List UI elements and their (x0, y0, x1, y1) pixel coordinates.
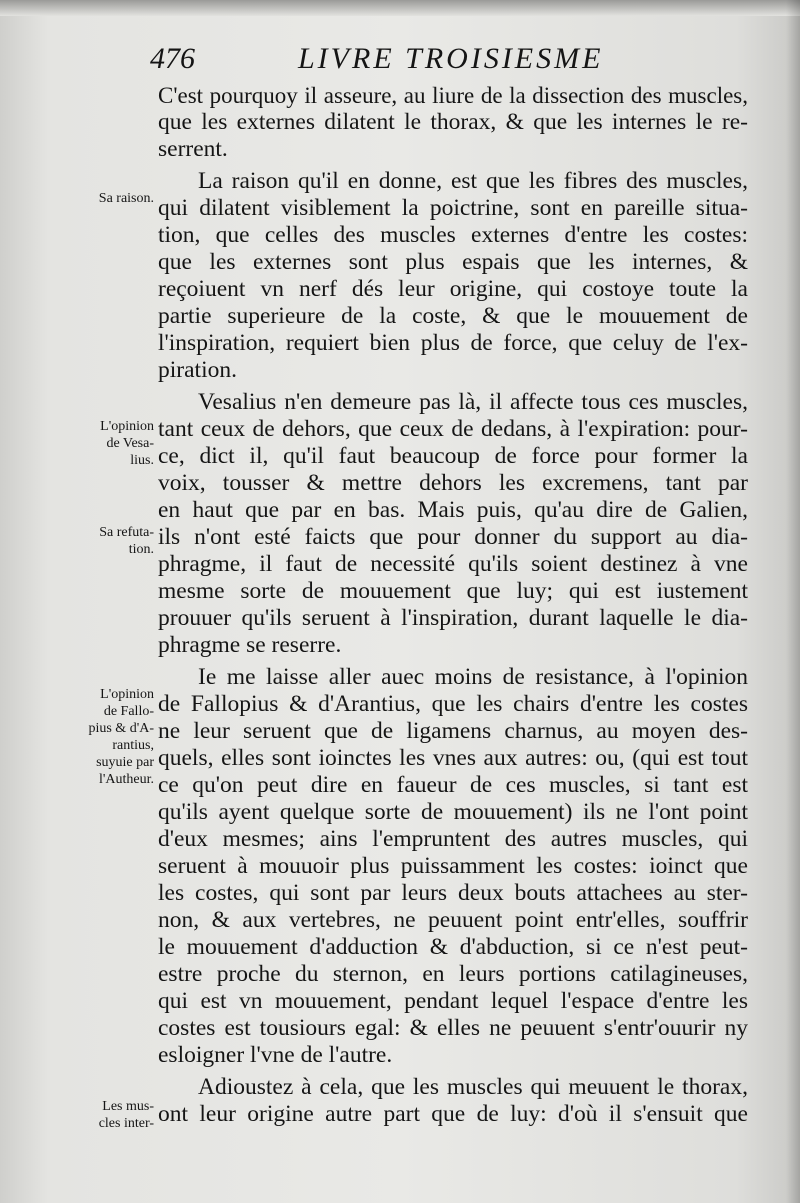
margin-note-opinion-vesalius (54, 418, 154, 469)
text-line: voix, tousser & mettre dehors les excremens, tant par (158, 470, 748, 496)
running-title: LIVRE TROISIESME (298, 42, 604, 75)
page-top-shadow (0, 0, 800, 16)
margin-note-line: pius & d'A- (88, 721, 154, 736)
text-line: ne leur seruent que de ligamens charnus, au moyen des- (158, 718, 748, 744)
text-line: que les externes dilatent le thorax, & que les internes le re- (158, 109, 748, 135)
body-text (158, 82, 748, 1128)
margin-note-opinion-fallopius (54, 686, 154, 788)
text-line: costes est tousiours egal: & elles ne peuuent s'entr'ouurir ny (158, 1015, 748, 1041)
text-line: qui dilatent visiblement la poictrine, sont en pareille situa- (158, 195, 748, 221)
text-line: Ie me laisse aller auec moins de resistance, à l'opinion (198, 664, 748, 690)
margin-note-line: rantius, (112, 738, 154, 753)
text-line: tion, que celles des muscles externes d'entre les costes: (158, 222, 748, 248)
text-line: Vesalius n'en demeure pas là, il affecte tous ces muscles, (198, 389, 748, 415)
margin-note-line: suyuie par (96, 755, 154, 770)
margin-note-line: Les mus- (102, 1099, 154, 1114)
text-line: l'inspiration, requiert bien plus de force, que celuy de l'ex- (158, 330, 748, 356)
page-number: 476 (150, 42, 195, 75)
margin-note-line: lius. (130, 453, 154, 468)
text-line: tant ceux de dehors, que ceux de dedans, à l'expiration: pour- (158, 416, 748, 442)
margin-note-muscles-inter (54, 1098, 154, 1132)
margin-note-line: l'Autheur. (98, 772, 154, 787)
running-header (150, 40, 750, 80)
text-line: prouuer qu'ils seruent à l'inspiration, durant laquelle le dia- (158, 605, 748, 631)
text-line: phragme se reserre. (158, 632, 342, 658)
text-line: le mouuement d'adduction & d'abduction, si ce n'est peut- (158, 934, 748, 960)
text-line: seruent à mouuoir plus puissamment les costes: ioinct que (158, 853, 748, 879)
text-line: qui est vn mouuement, pendant lequel l'espace d'entre les (158, 988, 748, 1014)
page-gutter-shadow (786, 0, 800, 1203)
margin-note-line: Sa refuta- (99, 525, 154, 540)
text-line: ils n'ont esté faicts que pour donner du support au dia- (158, 524, 748, 550)
text-line: quels, elles sont ioinctes les vnes aux autres: ou, (qui est tout (158, 745, 748, 771)
margin-note-sa-refutation (54, 524, 154, 558)
text-line: ce qu'on peut dire en faueur de ces muscles, si tant est (158, 772, 748, 798)
text-line: La raison qu'il en donne, est que les fibres des muscles, (198, 168, 748, 194)
text-line: ont leur origine autre part que de luy: d'où il s'ensuit que (158, 1101, 748, 1127)
text-line: serrent. (158, 136, 228, 162)
text-line: esloigner l'vne de l'autre. (158, 1042, 393, 1068)
text-line: phragme, il faut de necessité qu'ils soient destinez à vne (158, 551, 748, 577)
text-line: ce, dict il, qu'il faut beaucoup de force pour former la (158, 443, 748, 469)
text-line: C'est pourquoy il asseure, au liure de la dissection des muscles, (158, 83, 748, 108)
text-line: en haut que par en bas. Mais puis, qu'au dire de Galien, (158, 497, 748, 523)
text-line: les costes, qui sont par leurs deux bouts attachees au ster- (158, 880, 748, 906)
text-line: qu'ils ayent quelque sorte de mouuement) ils ne l'ont point (158, 799, 748, 825)
margin-note-line: L'opinion (100, 419, 154, 434)
margin-note-sa-raison (54, 190, 154, 207)
text-line: mesme sorte de mouuement que luy; qui est iustement (158, 578, 748, 604)
text-line: de Fallopius & d'Arantius, que les chairs d'entre les costes (158, 691, 748, 717)
text-line: d'eux mesmes; ains l'empruntent des autres muscles, qui (158, 826, 748, 852)
text-line: non, & aux vertebres, ne peuuent point entr'elles, souffrir (158, 907, 748, 933)
margin-note-line: tion. (128, 542, 154, 557)
text-line: partie superieure de la coste, & que le mouuement de (158, 303, 748, 329)
text-line: Adioustez à cela, que les muscles qui meuuent le thorax, (198, 1074, 748, 1100)
margin-note-line: cles inter- (98, 1116, 154, 1131)
text-line: estre proche du sternon, en leurs portions catilagineuses, (158, 961, 748, 987)
text-line: piration. (158, 357, 237, 383)
margin-note-line: Sa raison. (98, 191, 154, 206)
margin-note-line: de Vesa- (106, 436, 154, 451)
margin-note-line: L'opinion (100, 687, 154, 702)
text-line: que les externes sont plus espais que les internes, & (158, 249, 748, 275)
text-line: reçoiuent vn nerf dés leur origine, qui costoye toute la (158, 276, 748, 302)
margin-note-line: de Fallo- (103, 704, 154, 719)
